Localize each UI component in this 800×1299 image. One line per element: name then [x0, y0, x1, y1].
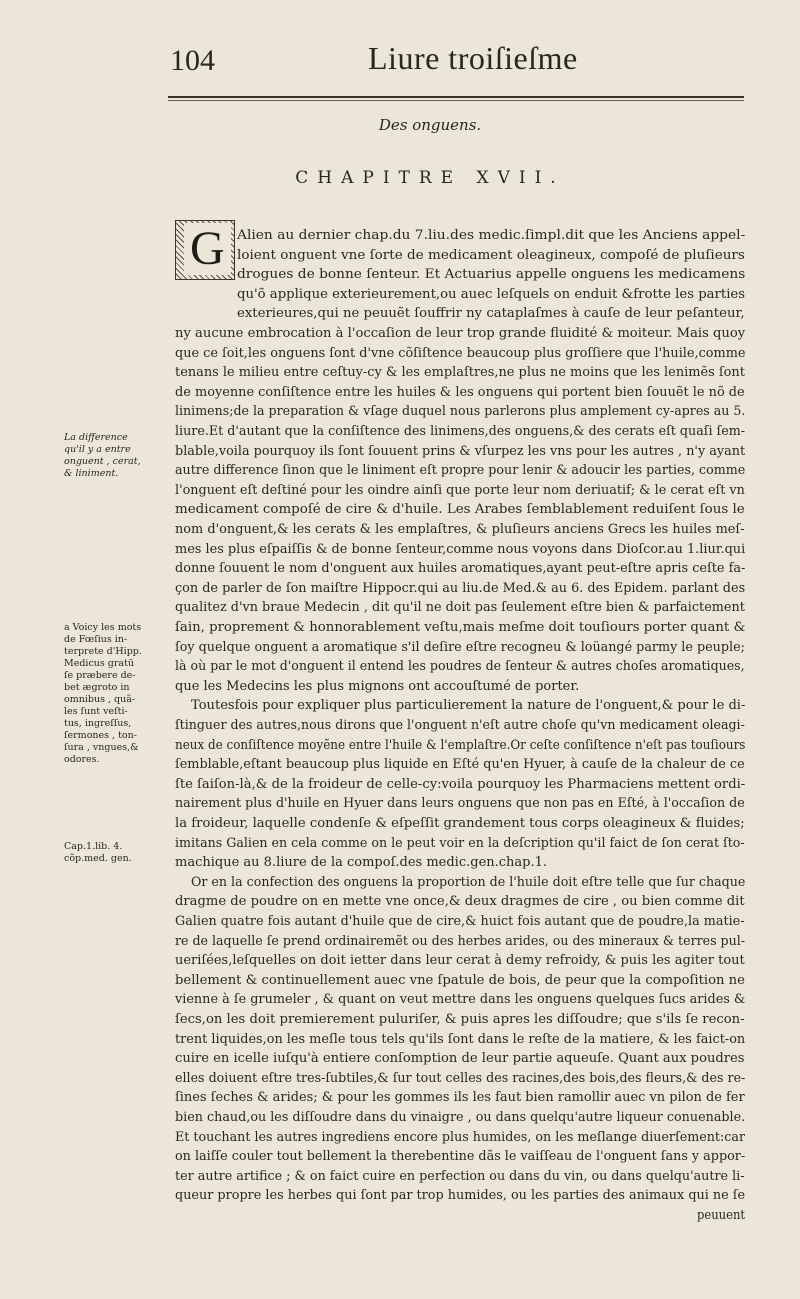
text-line: ſtinguer des autres,nous dirons que l'onguent n'eſt autre choſe qu'vn medicament oleagi- — [175, 718, 745, 733]
text-line: loient onguent vne ſorte de medicament oleagineux, compoſé de pluſieurs — [237, 247, 745, 263]
text-line: que les Medecins les plus mignons ont accouſtumé de porter. — [175, 678, 580, 694]
text-line: neux de conſiſtence moyẽne entre l'huile & l'emplaſtre.Or ceſte conſiſtence n'eſt pas touſiours — [175, 737, 746, 753]
text-line: drogues de bonne ſenteur. Et Actuarius appelle onguens les medicamens — [237, 267, 746, 283]
margin-note-line: onguent , cerat, — [64, 456, 141, 467]
margin-note-line: les ſunt veſti- — [64, 706, 128, 717]
margin-note-line: ſermones , ton- — [64, 730, 137, 741]
margin-note-line: ſe præbere de- — [64, 670, 136, 681]
text-line: ſines ſeches & arides; & pour les gommes ils les faut bien ramollir auec vn pilon de fer — [175, 1090, 745, 1106]
text-line: nom d'onguent,& les cerats & les emplaſtres, & pluſieurs anciens Grecs les huiles meſ- — [175, 522, 745, 537]
text-line: ſemblable,eſtant beaucoup plus liquide en Eſté qu'en Hyuer, à cauſe de la chaleur de ce — [175, 757, 745, 773]
text-line: vienne à ſe grumeler , & quant on veut mettre dans les onguens quelques ſucs arides & — [175, 992, 746, 1008]
text-line: peuuent — [697, 1208, 746, 1223]
chapter-title: CHAPITRE XVII. — [295, 168, 565, 188]
text-line: imitans Galien en cela comme on le peut voir en la deſcription qu'il faict de ſon cerat ſto- — [175, 835, 745, 851]
drop-cap-ornament — [175, 220, 235, 280]
margin-note-line: omnibus , quã- — [64, 694, 136, 705]
margin-note-line: ſura , vngues,& — [64, 742, 139, 753]
text-line: de moyenne conſiſtence entre les huiles & les onguens qui portent bien ſouuẽt le nõ de — [175, 384, 745, 400]
margin-note-line: terprete d'Hipp. — [64, 646, 142, 657]
margin-note-line: a Voicy les mots — [64, 622, 142, 633]
margin-note-line: Cap.1.lib. 4. — [64, 841, 123, 852]
margin-note — [64, 841, 164, 865]
margin-note-line: odores. — [64, 754, 100, 765]
text-line: ſain, proprement & honnorablement veſtu,mais meſme doit touſiours porter quant & — [175, 620, 746, 635]
text-line: nairement plus d'huile en Hyuer dans leurs onguens que non pas en Eſté, à l'occaſion de — [175, 796, 745, 812]
margin-note-line: de Fœſius in- — [64, 634, 128, 645]
text-line: dragme de poudre on en mette vne once,& deux dragmes de cire , ou bien comme dit — [175, 894, 745, 910]
text-line: Alien au dernier chap.du 7.liu.des medic.ſimpl.dit que les Anciens appel- — [237, 228, 746, 243]
margin-note-line: La difference — [64, 432, 128, 443]
text-line: queur propre les herbes qui ſont par trop humides, ou les parties des animaux qui ne ſe — [175, 1188, 746, 1204]
text-line: re de laquelle ſe prend ordinairemẽt ou des herbes arides, ou des mineraux & terres pul- — [175, 933, 746, 949]
text-line: çon de parler de ſon maiſtre Hippocr.qui au liu.de Med.& au 6. des Epidem. parlant des — [175, 580, 746, 596]
text-line: qualitez d'vn braue Medecin , dit qu'il ne doit pas ſeulement eſtre bien & parfaictement — [175, 600, 745, 616]
text-line: bien chaud,ou les diſſoudre dans du vinaigre , ou dans quelqu'autre liqueur conuenable. — [175, 1110, 746, 1125]
text-line: trent liquides,on les meſle tous tels qu'ils ſont dans le reſte de la matiere, & les faict-on — [175, 1031, 746, 1047]
text-line: ſte ſaiſon-là,& de la froideur de celle-cy:voila pourquoy les Pharmaciens mettent ordi- — [175, 776, 746, 792]
header-rule — [168, 96, 744, 98]
text-line: ſecs,on les doit premierement puluriſer, & puis apres les diſſoudre; que s'ils ſe recon- — [175, 1012, 745, 1027]
text-line: machique au 8.liure de la compoſ.des medic.gen.chap.1. — [175, 855, 548, 871]
text-line: la froideur, laquelle condenſe & eſpeſſit grandement tous corps oleagineux & fluides; — [175, 816, 745, 831]
margin-note-line: qu'il y a entre — [64, 444, 131, 455]
text-line: tenans le milieu entre ceſtuy-cy & les emplaſtres,ne plus ne moins que les lenimẽs ſont — [175, 365, 745, 381]
drop-cap-letter: G — [184, 223, 231, 275]
text-line: elles doiuent eſtre tres-ſubtiles,& ſur tout celles des racines,des bois,des fleurs,& des re- — [175, 1070, 746, 1086]
text-line: exterieures,qui ne peuuẽt ſouffrir ny cataplaſmes à cauſe de leur peſanteur, — [237, 306, 745, 322]
section-title: Des onguens. — [378, 116, 482, 134]
text-line: ueriſées,leſquelles on doit ietter dans leur cerat à demy refroidy, & puis les agiter tout — [175, 953, 745, 969]
page-header — [0, 40, 800, 90]
text-line: que ce ſoit,les onguens ſont d'vne cõſiſtence beaucoup plus groſſiere que l'huile,comme — [175, 345, 746, 361]
page-number: 104 — [170, 44, 215, 77]
margin-note-line: & liniment. — [64, 468, 119, 479]
text-line: liure.Et d'autant que la conſiſtence des linimens,des onguens,& des cerats eſt quaſi ſem- — [175, 424, 746, 439]
text-line: autre difference ſinon que le liniment eſt propre pour lenir & adoucir les parties, comme — [175, 463, 746, 479]
text-line: qu'õ applique exterieurement,ou auec leſquels on enduit &frotte les parties — [237, 286, 746, 302]
margin-note — [64, 432, 164, 480]
header-rule-thin — [168, 100, 744, 101]
text-line: ter autre artifice ; & on faict cuire en perfection ou dans du vin, ou dans quelqu'autre li- — [175, 1168, 745, 1184]
text-line: medicament compoſé de cire & d'huile. Les Arabes ſemblablement reduiſent ſous le — [175, 502, 745, 518]
text-line: l'onguent eſt deſtiné pour les oindre ainſi que porte leur nom deriuatif; & le cerat eſt vn — [175, 482, 745, 498]
text-line: blable,voila pourquoy ils ſont ſouuent prins & vſurpez les vns pour les autres , n'y ayant — [175, 443, 746, 459]
text-line: linimens;de la preparation & vſage duquel nous parlerons plus amplement cy-apres au 5. — [175, 404, 746, 420]
margin-note-line: tus, ingreſſus, — [64, 718, 132, 729]
text-line: Galien quatre fois autant d'huile que de cire,& huict fois autant que de poudre,la matie- — [175, 914, 745, 929]
text-line: là où par le mot d'onguent il entend les poudres de ſenteur & autres choſes aromatiques, — [175, 659, 745, 675]
text-line: Or en la confection des onguens la proportion de l'huile doit eſtre telle que ſur chaque — [191, 874, 746, 890]
text-line: ny aucune embrocation à l'occaſion de leur trop grande fluidité & moiteur. Mais quoy — [175, 326, 746, 341]
margin-note — [64, 622, 164, 766]
text-line: ſoy quelque onguent a aromatique s'il deſire eſtre recogneu & loüangé parmy le peuple; — [175, 639, 745, 655]
text-line: donne ſouuent le nom d'onguent aux huiles aromatiques,ayant peut-eſtre apris ceſte fa- — [175, 561, 746, 577]
text-line: mes les plus eſpaiſſis & de bonne ſenteur,comme nous voyons dans Dioſcor.au 1.liur.qui — [175, 541, 746, 557]
running-title: Liure troiſieſme — [368, 40, 578, 76]
text-line: Et touchant les autres ingrediens encore plus humides, on les meſlange diuerſement:car — [175, 1129, 746, 1145]
text-line: on laiſſe couler tout bellement la therebentine dãs le vaiſſeau de l'onguent ſans y appor- — [175, 1149, 746, 1165]
text-line: cuire en icelle iuſqu'à entiere conſomption de leur partie aqueuſe. Quant aux poudres — [175, 1051, 745, 1067]
margin-note-line: Medicus gratū — [64, 658, 135, 669]
margin-note-line: bet ægroto in — [64, 682, 130, 693]
text-line: bellement & continuellement auec vne ſpatule de bois, de peur que la compoſition ne — [175, 972, 745, 988]
text-line: Toutesfois pour expliquer plus particulierement la nature de l'onguent,& pour le di- — [191, 698, 746, 714]
margin-note-line: cõp.med. gen. — [64, 853, 132, 864]
